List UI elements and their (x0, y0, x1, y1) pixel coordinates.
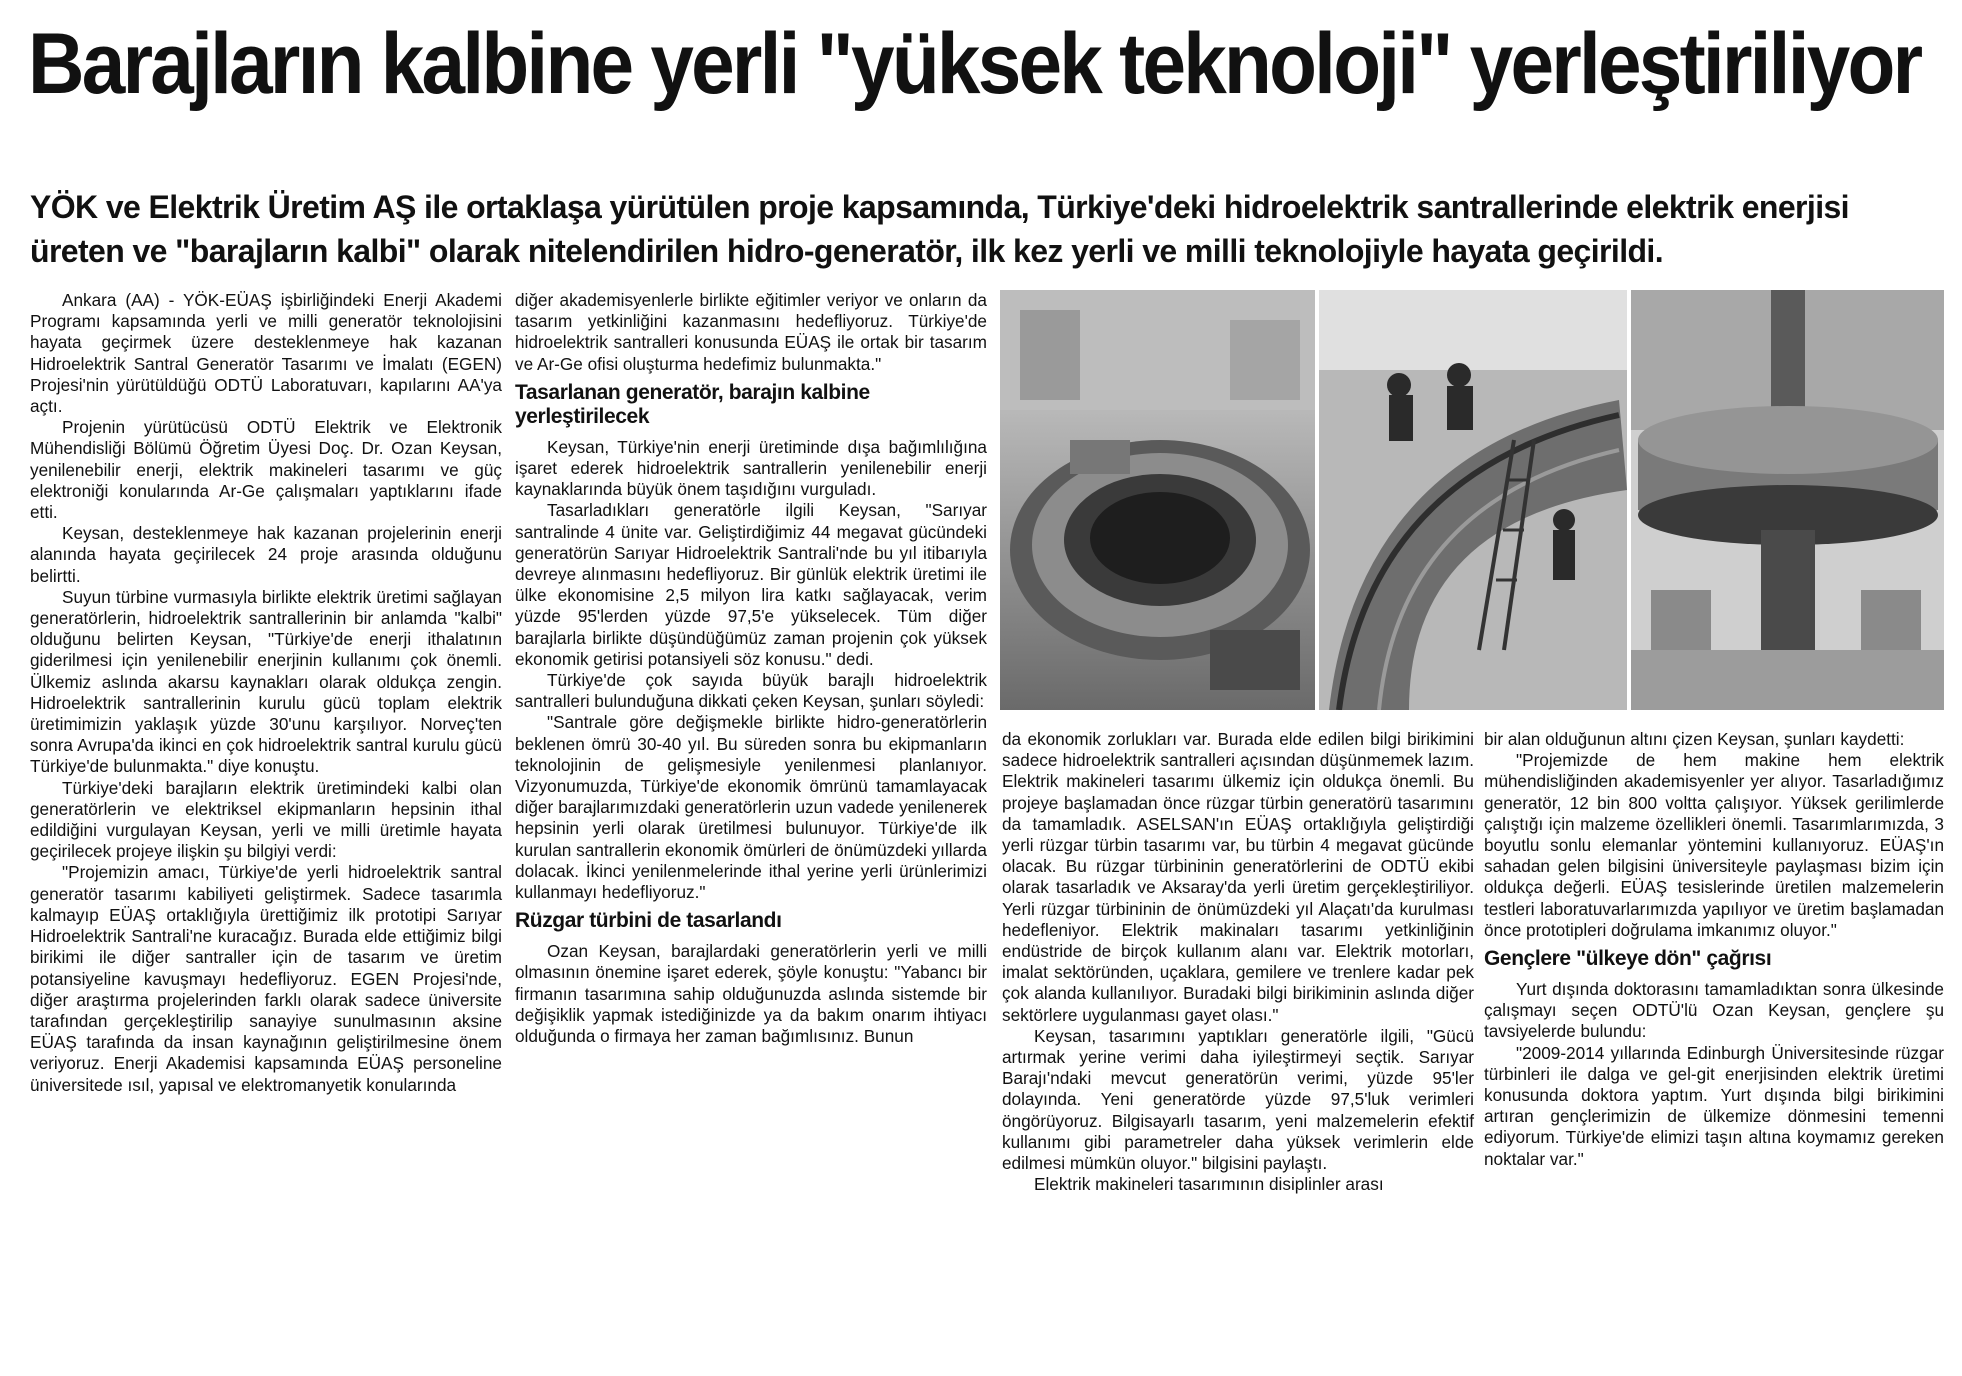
paragraph: "2009-2014 yıllarında Edinburgh Üniversitesinde rüzgar türbinleri ile dalga ve gel-git enerjisinden elektrik üretimi konusunda doktora yaptım. Yurt dışında bilgi birikimini artıran gençlerimizin de ülkemize dönmesini temenni ediyorum. Türkiye'de elimizi taşın altına koymamız gereken noktalar var." (1484, 1042, 1944, 1169)
paragraph: Yurt dışında doktorasını tamamladıktan sonra ülkesinde çalışmayı seçen ODTÜ'lü Ozan Keysan, gençlere şu tavsiyelerde bulundu: (1484, 979, 1944, 1042)
paragraph: Projenin yürütücüsü ODTÜ Elektrik ve Elektronik Mühendisliği Bölümü Öğretim Üyesi Doç. Dr. Ozan Keysan, yenilenebilir enerji, elektrik makineleri tasarımı ve güç elektroniği konularında Ar-Ge çalışmaları yaptıklarını ifade etti. (30, 417, 502, 523)
photo-strip (1000, 290, 1944, 710)
paragraph: Tasarladıkları generatörle ilgili Keysan, "Sarıyar santralinde 4 ünite var. Geliştirdiğimiz 44 megavat gücündeki generatörün Sarıyar Hidroelektrik Santrali'nde bu yıl itibarıyla devreye alınmasını hedefliyoruz. Bir günlük elektrik üretimi ile ülke ekonomisine 2,5 milyon lira katkı sağlayacak, verim yüzde 95'lerden yüzde 97,5'e yükselecek. Tüm diğer barajlarla birlikte düşündüğümüz zaman projenin çok yüksek ekonomik getirisi potansiyeli söz konusu." dedi. (515, 500, 987, 669)
subheading: Rüzgar türbini de tasarlandı (515, 909, 782, 933)
subheading: Tasarlanan generatör, barajın kalbine yerleştirilecek (515, 380, 870, 428)
paragraph: "Santrale göre değişmekle birlikte hidro-generatörlerin beklenen ömrü 30-40 yıl. Bu süreden sonra bu ekipmanların teknolojinin de gelişmesiyle yenilenmesi planlanıyor. Vizyonumuzda, Türkiye'de ekonomik ömrünü tamamlayacak diğer barajlarımızdaki generatörlerin uzun vadede yenilenerek hepsinin yerli olarak üretilmesi bulunuyor. Türkiye'de ilk kurulan santrallerin ekonomik ömürleri de önümüzdeki yıllarda dolacak. İkinci yenilenmelerinde ithal yerine yerli ürünlerimizi kullanmayı hedefliyoruz." (515, 712, 987, 903)
paragraph: Keysan, Türkiye'nin enerji üretiminde dışa bağımlılığına işaret ederek hidroelektrik santrallerin yenilenebilir enerji kaynaklarında büyük önem taşıdığını vurguladı. (515, 436, 987, 500)
paragraph: Keysan, tasarımını yaptıkları generatörle ilgili, "Gücü artırmak yerine verimi daha iyileştirmeyi seçtik. Sarıyar Barajı'ndaki mevcut generatörün verimi, yüzde 95'ler dolayında. Yeni generatörde yüzde 97,5'luk verimleri öngörüyoruz. Bilgisayarlı tasarım, yeni malzemelerin efektif kullanımı gibi parametreler daha yüksek verimlerin elde edilmesi mümkün oluyor." bilgisini paylaştı. (1002, 1025, 1474, 1174)
generator-ring-photo (1000, 290, 1315, 710)
column-2 (515, 290, 987, 1047)
deck: YÖK ve Elektrik Üretim AŞ ile ortaklaşa yürütülen proje kapsamında, Türkiye'deki hidroelektrik santrallerinde elektrik enerjisi üreten ve "barajların kalbi" olarak nitelendirilen hidro-generatör, ilk kez yerli ve milli teknolojiyle hayata geçirildi. (30, 189, 1849, 269)
column-1 (30, 290, 502, 1096)
headline: Barajların kalbine yerli "yüksek teknoloji" yerleştiriliyor (28, 16, 1921, 112)
stator-workers-photo (1319, 290, 1627, 710)
paragraph: Suyun türbine vurmasıyla birlikte elektrik üretimi sağlayan generatörlerin, hidroelektrik santrallerinin bir anlamda "kalbi" olduğunu belirten Keysan, "Türkiye'de enerji ithalatının giderilmesi için yenilenebilir enerjinin kullanımı çok önemli. Ülkemiz aslında akarsu kaynakları olarak oldukça zengin. Hidroelektrik santrallerinin kurulu gücü toplam elektrik üretimimizin yaklaşık yüzde 30'unu karşılıyor. Norveç'ten sonra Avrupa'da ikinci en çok hidroelektrik santral kurulu gücü Türkiye'de bulunmakta." diye konuştu. (30, 586, 502, 777)
paragraph: bir alan olduğunun altını çizen Keysan, şunları kaydetti: (1484, 729, 1905, 749)
paragraph: "Projemizde de hem makine hem elektrik mühendisliğinden akademisyenler yer alıyor. Tasarladığımız generatör, 12 bin 800 voltta çalışıyor. Yüksek gerilimlerde çalıştığı için malzeme özellikleri önemli. Tasarımlarımızda, 3 boyutlu sonlu elemanlar yöntemini kullanıyoruz. EÜAŞ'ın sahadan gelen bilgisini üniversiteyle paylaşması bizim için oldukça değerli. EÜAŞ tesislerinde üretilen malzemelerin testleri laboratuvarlarımızda yapılıyor ve üretim başlamadan önce prototipleri doğrulama imkanımız oluyor." (1484, 750, 1944, 940)
paragraph: diğer akademisyenlerle birlikte eğitimler veriyor ve onların da tasarım yetkinliğini kazanmasını hedefliyoruz. Türkiye'de hidroelektrik santralleri konusunda EÜAŞ ile ortak bir tasarım ve Ar-Ge ofisi oluşturma hedefimiz bulunmakta." (515, 290, 987, 374)
column-4 (1484, 729, 1944, 1170)
paragraph: Keysan, desteklenmeye hak kazanan projelerinin enerji alanında hayata geçirilecek 24 proje arasında olduğunu belirtti. (30, 523, 502, 586)
paragraph: Türkiye'de çok sayıda büyük barajlı hidroelektrik santralleri bulunduğuna dikkati çeken Keysan, şunları söyledi: (515, 670, 987, 712)
subheading: Gençlere "ülkeye dön" çağrısı (1484, 947, 1772, 971)
paragraph: Ozan Keysan, barajlardaki generatörlerin yerli ve milli olmasının önemine işaret ederek, şöyle konuştu: "Yabancı bir firmanın tasarımına sahip olduğunuzda aslında sistemde bir değişiklik yapmak istediğinizde ya da bakım onarım ihtiyacı olduğunda o firmaya her zaman bağımlısınız. Bunun (515, 941, 987, 1047)
rotor-photo (1631, 290, 1944, 710)
paragraph: Türkiye'deki barajların elektrik üretimindeki kalbi olan generatörlerin ve elektriksel ekipmanların hepsinin ithal edildiğini vurgulayan Keysan, yerli ve milli üretimle hayata geçirilecek projeye ilişkin şu bilgiyi verdi: (30, 777, 502, 862)
paragraph: Ankara (AA) - YÖK-EÜAŞ işbirliğindeki Enerji Akademi Programı kapsamında yerli ve milli generatör teknolojisini hayata geçirmek üzere desteklenmeye hak kazanan Hidroelektrik Santral Generatör Tasarımı ve İmalatı (EGEN) Projesi'nin yürütüldüğü ODTÜ Laboratuvarı, kapılarını AA'ya açtı. (30, 290, 502, 417)
paragraph: "Projemizin amacı, Türkiye'de yerli hidroelektrik santral generatör tasarımı kabiliyeti geliştirmek. Sadece tasarımla kalmayıp EÜAŞ ortaklığıyla ürettiğimiz ilk prototipi Sarıyar Hidroelektrik Santrali'ne kuracağız. Burada elde ettiğimiz bilgi birikimi ile diğer santraller için de tasarım ve üretim potansiyeline kavuşmayı hedefliyoruz. EGEN Projesi'nde, diğer araştırma projelerinden farklı olarak sadece üniversite tarafından gerçekleştirilip sanayiye sunulmasının aksine EÜAŞ tarafında da insan kaynağının geliştirilmesine önem veriyoruz. Enerji Akademisi kapsamında EÜAŞ personeline üniversitede ısıl, yapısal ve elektromanyetik konularında (30, 862, 502, 1095)
column-3 (1002, 729, 1474, 1195)
paragraph: Elektrik makineleri tasarımının disiplinler arası (1034, 1174, 1384, 1195)
paragraph: da ekonomik zorlukları var. Burada elde edilen bilgi birikimini sadece hidroelektrik santralleri açısından düşünmemek lazım. Elektrik makineleri tasarımı ülkemiz için oldukça önemli. Bu projeye başlamadan önce rüzgar türbin generatörü tasarımını da tamamladık. ASELSAN'ın EÜAŞ ortaklığıyla geliştirdiği yerli rüzgar türbin tasarımı var, bu türbin 4 megavat gücünde olacak. Bu rüzgar türbininin generatörlerini de ODTÜ ekibi olarak tasarladık ve Aksaray'da yerli üretim gerçekleştiriliyor. Yerli rüzgar türbininin de önümüzdeki yıl Alaçatı'da kurulması hedefleniyor. Elektrik makinaları tasarımı yetkinliğinin endüstride de birçok kullanım alanı var. Elektrik motorları, imalat sektöründen, uçaklara, gemilere ve trenlere kadar pek çok alanda kullanılıyor. Buradaki bilgi birikiminin aslında diğer sektörlere uygulanması gayet olası." (1002, 729, 1474, 1025)
